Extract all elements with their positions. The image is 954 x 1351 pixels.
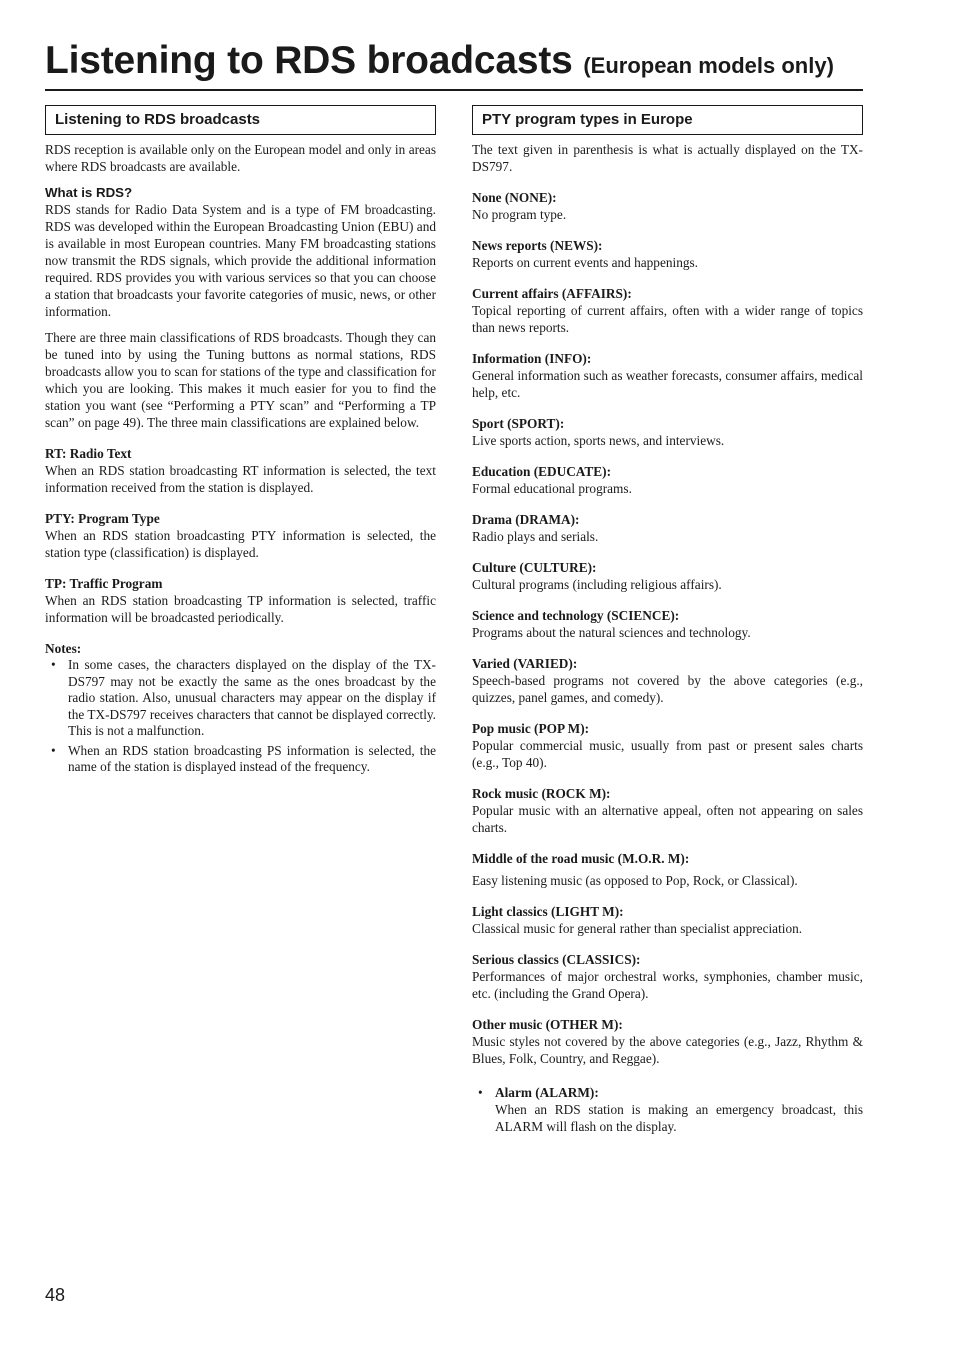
- pty-type-heading: Light classics (LIGHT M):: [472, 904, 624, 919]
- pty-type-heading: Serious classics (CLASSICS):: [472, 952, 641, 967]
- pty-type-body: Easy listening music (as opposed to Pop, Rock, or Classical).: [472, 873, 798, 888]
- alarm-item: [472, 1084, 863, 1135]
- pty-type-body: Classical music for general rather than specialist appreciation.: [472, 921, 803, 936]
- pty-type-heading: Information (INFO):: [472, 351, 592, 366]
- notes-list: [45, 657, 436, 776]
- bullet-icon: •: [51, 657, 56, 672]
- pty-intro: The text given in parenthesis is what is actually displayed on the TX-DS797.: [472, 142, 863, 174]
- page-title: [45, 38, 863, 91]
- notes-heading: Notes:: [45, 641, 82, 656]
- pty-type-heading: Education (EDUCATE):: [472, 464, 612, 479]
- pty-type-body: Programs about the natural sciences and technology.: [472, 625, 751, 640]
- pty-type-body: Live sports action, sports news, and interviews.: [472, 433, 725, 448]
- bullet-icon: •: [478, 1085, 483, 1100]
- page-number: 48: [45, 1285, 66, 1305]
- right-column: [472, 105, 863, 1135]
- pty-type-heading: Drama (DRAMA):: [472, 512, 580, 527]
- rt-body: When an RDS station broadcasting RT information is selected, the text information received from the station is displayed.: [45, 463, 436, 495]
- pty-type-body: Performances of major orchestral works, symphonies, chamber music, etc. (including the Grand Opera).: [472, 969, 863, 1001]
- pty-type-heading: Middle of the road music (M.O.R. M):: [472, 851, 690, 866]
- pty-heading: PTY: Program Type: [45, 511, 160, 526]
- bullet-icon: •: [51, 742, 56, 758]
- pty-type-heading: Culture (CULTURE):: [472, 560, 597, 575]
- section-title-pty: PTY program types in Europe: [472, 105, 863, 135]
- pty-type-body: Music styles not covered by the above categories (e.g., Jazz, Rhythm & Blues, Folk, Country, and Reggae).: [472, 1034, 863, 1066]
- pty-type-body: Reports on current events and happenings.: [472, 255, 698, 270]
- pty-type-heading: Other music (OTHER M):: [472, 1017, 623, 1032]
- pty-type-body: Speech-based programs not covered by the above categories (e.g., quizzes, panel games, and comedy).: [472, 673, 863, 705]
- note-text: When an RDS station broadcasting PS information is selected, the name of the station is displayed instead of the frequency.: [68, 742, 436, 774]
- pty-type-heading: None (NONE):: [472, 190, 557, 205]
- pty-type-body: Popular commercial music, usually from past or present sales charts (e.g., Top 40).: [472, 738, 863, 770]
- pty-type-body: Radio plays and serials.: [472, 529, 599, 544]
- note-text: In some cases, the characters displayed on the display of the TX-DS797 may not be exactly the same as the ones broadcast by the radio station. Also, unusual characters may appear on the display if the TX-DS797 receives characters that cannot be displayed correctly. This is not a malfunction.: [68, 657, 436, 738]
- pty-type-heading: Sport (SPORT):: [472, 416, 565, 431]
- rds-intro: RDS reception is available only on the European model and only in areas where RDS broadcasts are available.: [45, 142, 436, 174]
- note-item: [45, 657, 436, 740]
- note-item: [45, 743, 436, 776]
- pty-type-heading: News reports (NEWS):: [472, 238, 603, 253]
- pty-type-body: Popular music with an alternative appeal, often not appearing on sales charts.: [472, 803, 863, 835]
- pty-type-body: Topical reporting of current affairs, often with a wider range of topics than news reports.: [472, 303, 863, 335]
- left-column: [45, 105, 436, 779]
- pty-type-heading: Science and technology (SCIENCE):: [472, 608, 680, 623]
- pty-type-body: No program type.: [472, 207, 567, 222]
- what-is-rds-heading: What is RDS?: [45, 185, 133, 200]
- pty-body: When an RDS station broadcasting PTY information is selected, the station type (classification) is displayed.: [45, 528, 436, 560]
- what-is-rds-body: RDS stands for Radio Data System and is a type of FM broadcasting. RDS was developed within the European Broadcasting Union (EBU) and is available in most European countries. Many FM broadcasting stations now transmit the RDS signals, which provide the additional information required. RDS provides you with various services so that you can choose a station that broadcasts your favorite categories of music, news, or other information.: [45, 202, 436, 319]
- pty-type-heading: Pop music (POP M):: [472, 721, 590, 736]
- page-title-main: Listening to RDS broadcasts: [45, 39, 573, 82]
- pty-type-body: General information such as weather forecasts, consumer affairs, medical help, etc.: [472, 368, 863, 400]
- tp-body: When an RDS station broadcasting TP information is selected, traffic information will be broadcasted periodically.: [45, 593, 436, 625]
- classifications-paragraph: There are three main classifications of RDS broadcasts. Though they can be tuned into by using the Tuning buttons as normal stations, RDS broadcasts allow you to scan for stations of the type and classification for which you are looking. This makes it much easier for you to find the station you want (see “Performing a PTY scan” and “Performing a TP scan” on page 49). The three main classifications are explained below.: [45, 330, 436, 430]
- page-title-sub: (European models only): [583, 53, 834, 78]
- rt-heading: RT: Radio Text: [45, 446, 132, 461]
- section-title-rds: Listening to RDS broadcasts: [45, 105, 436, 135]
- pty-type-heading: Current affairs (AFFAIRS):: [472, 286, 632, 301]
- pty-type-body: Cultural programs (including religious affairs).: [472, 577, 722, 592]
- pty-type-body: Formal educational programs.: [472, 481, 632, 496]
- pty-type-heading: Rock music (ROCK M):: [472, 786, 611, 801]
- alarm-body: When an RDS station is making an emergency broadcast, this ALARM will flash on the display.: [495, 1102, 863, 1134]
- tp-heading: TP: Traffic Program: [45, 576, 163, 591]
- pty-type-heading: Varied (VARIED):: [472, 656, 578, 671]
- alarm-heading: Alarm (ALARM):: [495, 1085, 599, 1100]
